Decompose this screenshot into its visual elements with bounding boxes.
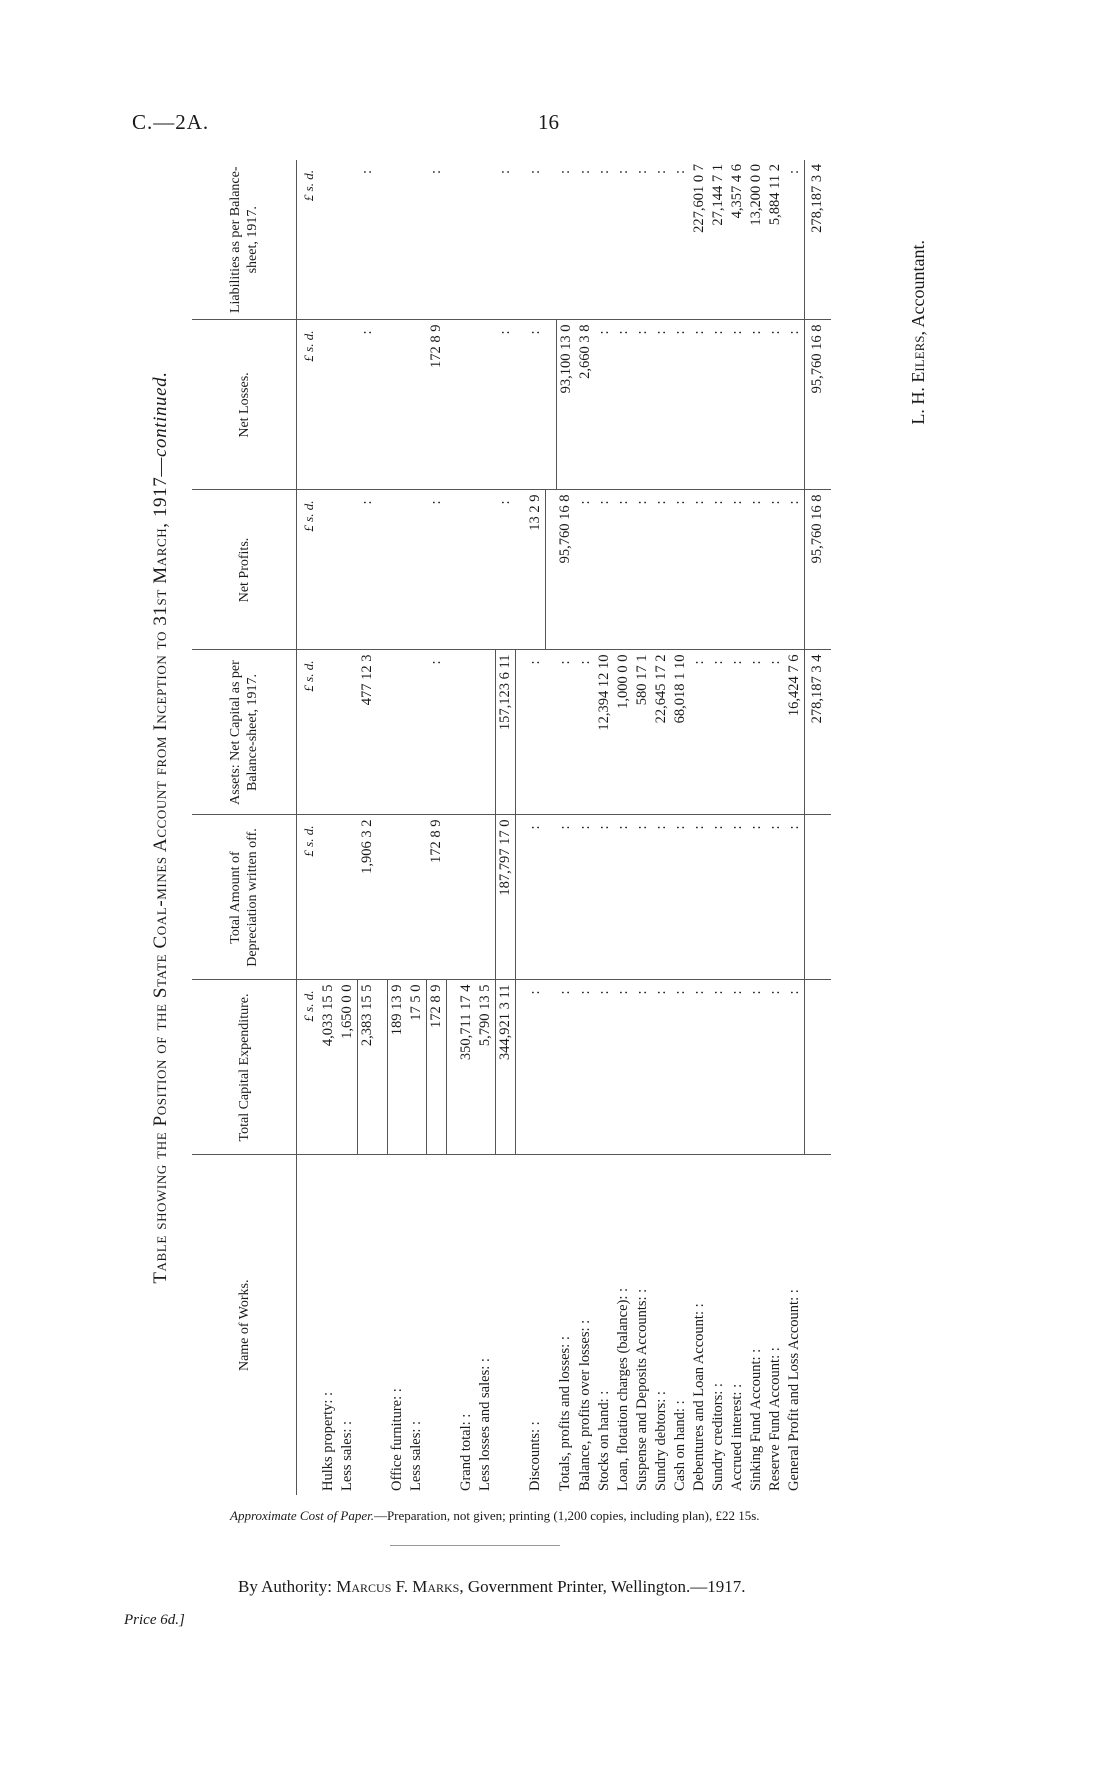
profits-cell: :: [747, 490, 766, 650]
authority-prefix: By Authority:: [238, 1577, 337, 1596]
page-number: 16: [538, 110, 559, 134]
losses-cell: :: [671, 320, 690, 490]
accountant-role: , Accountant.: [908, 240, 928, 336]
leader-dots: : :: [785, 1289, 802, 1301]
table-row: [709, 160, 728, 1495]
price-label: Price 6d.]: [124, 1612, 185, 1628]
printer-name: Marcus F. Marks: [336, 1577, 460, 1596]
empty-cell: [319, 650, 338, 815]
totals-cell: [804, 1155, 831, 1495]
authority-suffix: , Government Printer, Wellington.—1917.: [459, 1577, 746, 1596]
unit-cell: £ s. d.: [297, 160, 320, 320]
works-cell: Stocks on hand: :: [595, 1390, 612, 1491]
report-code: C.—2A.: [132, 110, 210, 134]
empty-cell: [457, 320, 476, 490]
works-cell: Debentures and Loan Account: :: [690, 1303, 707, 1491]
capital-cell: 5,790 13 5: [476, 980, 496, 1155]
empty-cell: [407, 160, 427, 320]
totals-liabilities-cell: 278,187 3 4: [804, 160, 831, 320]
empty-cell: [319, 815, 338, 980]
empty-cell: [457, 650, 476, 815]
rotated-table-region: [150, 160, 960, 1495]
assets-cell: 157,123 6 11: [496, 650, 516, 815]
totals-row: [804, 160, 831, 1495]
totals-cell: [804, 980, 831, 1155]
depreciation-cell: :: [576, 815, 595, 980]
depreciation-cell: :: [526, 815, 546, 980]
table-title: [150, 160, 180, 1495]
capital-cell: 172 8 9: [427, 980, 447, 1155]
assets-cell: :: [427, 650, 447, 815]
leader-dots: : :: [614, 1287, 631, 1300]
assets-cell: 16,424 7 6: [785, 650, 805, 815]
table-row: [319, 160, 338, 1495]
depreciation-cell: :: [747, 815, 766, 980]
empty-cell: [338, 160, 358, 320]
depreciation-cell: :: [556, 815, 576, 980]
depreciation-cell: :: [595, 815, 614, 980]
spacer-row: [516, 160, 527, 1495]
losses-cell: :: [358, 320, 378, 490]
liabilities-cell: 227,601 0 7: [690, 160, 709, 320]
col-header-net-losses: Net Losses.: [192, 320, 297, 490]
empty-cell: [476, 160, 496, 320]
capital-cell: 1,650 0 0: [338, 980, 358, 1155]
empty-cell: [319, 490, 338, 650]
losses-cell: :: [496, 320, 516, 490]
cost-of-paper-note: [230, 1508, 760, 1524]
liabilities-cell: 4,357 4 6: [728, 160, 747, 320]
profits-cell: :: [785, 490, 805, 650]
leader-dots: : :: [671, 1400, 688, 1413]
assets-cell: :: [728, 650, 747, 815]
profits-cell: :: [766, 490, 785, 650]
capital-cell: :: [785, 980, 805, 1155]
empty-cell: [407, 490, 427, 650]
table-row: [728, 160, 747, 1495]
profits-cell: :: [358, 490, 378, 650]
table-row: [614, 160, 633, 1495]
leader-dots: : :: [595, 1390, 612, 1403]
leader-dots: : :: [557, 1336, 574, 1348]
unit-cell: £ s. d.: [297, 490, 320, 650]
works-cell: Totals, profits and losses: :: [557, 1336, 574, 1491]
works-cell: General Profit and Loss Account: :: [785, 1289, 802, 1491]
works-cell: Balance, profits over losses: :: [576, 1319, 593, 1491]
leader-dots: : :: [408, 1420, 425, 1433]
leader-dots: : :: [652, 1391, 669, 1403]
depreciation-cell: :: [766, 815, 785, 980]
liabilities-cell: :: [652, 160, 671, 320]
profits-cell: :: [728, 490, 747, 650]
empty-cell: [407, 320, 427, 490]
liabilities-cell: :: [358, 160, 378, 320]
empty-cell: [338, 320, 358, 490]
totals-profits-cell: 95,760 16 8: [804, 490, 831, 650]
assets-cell: 1,000 0 0: [614, 650, 633, 815]
col-header-capital-expenditure: Total Capital Expenditure.: [192, 980, 297, 1155]
losses-cell: :: [747, 320, 766, 490]
capital-cell: :: [556, 980, 576, 1155]
leader-dots: : :: [690, 1303, 707, 1316]
profits-cell: :: [709, 490, 728, 650]
liabilities-cell: :: [633, 160, 652, 320]
empty-cell: [338, 490, 358, 650]
table-row: [690, 160, 709, 1495]
spacer-row: [377, 160, 388, 1495]
losses-cell: :: [633, 320, 652, 490]
unit-cell: [297, 1155, 320, 1495]
liabilities-cell: :: [496, 160, 516, 320]
assets-cell: :: [747, 650, 766, 815]
assets-cell: 580 17 1: [633, 650, 652, 815]
profits-cell: :: [690, 490, 709, 650]
profits-cell: :: [614, 490, 633, 650]
depreciation-cell: :: [614, 815, 633, 980]
losses-cell: :: [595, 320, 614, 490]
table-row: [476, 160, 496, 1495]
leader-dots: : :: [633, 1288, 650, 1301]
cost-label: Approximate Cost of Paper.: [230, 1508, 374, 1523]
capital-cell: :: [633, 980, 652, 1155]
table-row: [427, 160, 447, 1495]
leader-dots: : :: [728, 1383, 745, 1396]
empty-cell: [407, 815, 427, 980]
table-row: [457, 160, 476, 1495]
assets-cell: :: [576, 650, 595, 815]
leader-dots: : :: [576, 1319, 593, 1332]
leader-dots: : :: [527, 1421, 544, 1433]
totals-cell: [804, 815, 831, 980]
depreciation-cell: 187,797 17 0: [496, 815, 516, 980]
assets-cell: :: [709, 650, 728, 815]
table-title-suffix: continued.: [150, 371, 171, 458]
table-row: [747, 160, 766, 1495]
empty-cell: [457, 815, 476, 980]
works-cell: Accrued interest: :: [728, 1383, 745, 1491]
profits-cell: :: [595, 490, 614, 650]
depreciation-cell: :: [671, 815, 690, 980]
works-cell: Discounts: :: [527, 1421, 544, 1491]
empty-cell: [457, 490, 476, 650]
works-cell: Sundry creditors: :: [709, 1383, 726, 1491]
profits-cell: :: [576, 490, 595, 650]
losses-cell: :: [766, 320, 785, 490]
losses-cell: :: [526, 320, 546, 490]
accountant-signature: [908, 160, 929, 1495]
unit-cell: £ s. d.: [297, 320, 320, 490]
totals-assets-cell: 278,187 3 4: [804, 650, 831, 815]
liabilities-cell: 13,200 0 0: [747, 160, 766, 320]
leader-dots: : :: [747, 1348, 764, 1361]
col-header-depreciation: Total Amount of Depreciation written off.: [192, 815, 297, 980]
unit-cell: £ s. d.: [297, 650, 320, 815]
cost-text: —Preparation, not given; printing (1,200 copies, including plan), £22 15s.: [373, 1508, 760, 1523]
losses-cell: 172 8 9: [427, 320, 447, 490]
empty-cell: [388, 490, 408, 650]
liabilities-cell: :: [427, 160, 447, 320]
empty-cell: [457, 160, 476, 320]
works-cell: [427, 1155, 447, 1495]
capital-cell: :: [709, 980, 728, 1155]
col-header-net-profits: Net Profits.: [192, 490, 297, 650]
capital-cell: :: [614, 980, 633, 1155]
losses-cell: 2,660 3 8: [576, 320, 595, 490]
liabilities-cell: 5,884 11 2: [766, 160, 785, 320]
works-cell: Less sales: :: [408, 1420, 425, 1491]
liabilities-cell: :: [576, 160, 595, 320]
works-cell: Grand total: :: [458, 1413, 474, 1491]
empty-cell: [338, 815, 358, 980]
printer-authority: [238, 1577, 745, 1597]
liabilities-cell: :: [556, 160, 576, 320]
table-row: [595, 160, 614, 1495]
profits-cell: 95,760 16 8: [556, 490, 576, 650]
assets-cell: 12,394 12 10: [595, 650, 614, 815]
totals-losses-cell: 95,760 16 8: [804, 320, 831, 490]
capital-cell: 189 13 9: [388, 980, 408, 1155]
divider-rule: [390, 1545, 560, 1546]
depreciation-cell: :: [728, 815, 747, 980]
unit-cell: £ s. d.: [297, 980, 320, 1155]
empty-cell: [388, 160, 408, 320]
table-row: [358, 160, 378, 1495]
empty-cell: [388, 815, 408, 980]
assets-cell: 477 12 3: [358, 650, 378, 815]
leader-dots: : :: [458, 1413, 474, 1426]
capital-cell: 344,921 3 11: [496, 980, 516, 1155]
coal-mines-account-table: [192, 160, 831, 1495]
profits-cell: :: [427, 490, 447, 650]
capital-cell: 350,711 17 4: [457, 980, 476, 1155]
empty-cell: [319, 320, 338, 490]
liabilities-cell: :: [614, 160, 633, 320]
empty-cell: [476, 320, 496, 490]
losses-cell: :: [709, 320, 728, 490]
profits-cell: :: [496, 490, 516, 650]
empty-cell: [476, 490, 496, 650]
column-header-row: [192, 160, 297, 1495]
leader-dots: : :: [709, 1383, 726, 1395]
leader-dots: : :: [388, 1388, 405, 1400]
capital-cell: :: [728, 980, 747, 1155]
assets-cell: :: [766, 650, 785, 815]
col-header-assets: Assets: Net Capital as per Balance-sheet, 1917.: [192, 650, 297, 815]
capital-cell: :: [671, 980, 690, 1155]
spacer-row: [546, 160, 557, 1495]
losses-cell: :: [728, 320, 747, 490]
table-row: [496, 160, 516, 1495]
losses-cell: :: [785, 320, 805, 490]
capital-cell: :: [766, 980, 785, 1155]
unit-cell: £ s. d.: [297, 815, 320, 980]
works-cell: Sinking Fund Account: :: [747, 1348, 764, 1491]
assets-cell: :: [556, 650, 576, 815]
losses-cell: :: [652, 320, 671, 490]
capital-cell: :: [690, 980, 709, 1155]
depreciation-cell: :: [652, 815, 671, 980]
works-cell: Sundry debtors: :: [652, 1391, 669, 1491]
empty-cell: [338, 650, 358, 815]
works-cell: [358, 1155, 378, 1495]
table-row: [785, 160, 805, 1495]
works-cell: Less sales: :: [339, 1420, 356, 1491]
leader-dots: : :: [477, 1358, 494, 1370]
col-header-name-of-works: Name of Works.: [192, 1155, 297, 1495]
table-row: [526, 160, 546, 1495]
depreciation-cell: :: [709, 815, 728, 980]
table-row: [652, 160, 671, 1495]
profits-cell: :: [671, 490, 690, 650]
table-row: [556, 160, 576, 1495]
empty-cell: [319, 160, 338, 320]
empty-cell: [476, 815, 496, 980]
works-cell: [496, 1155, 516, 1495]
depreciation-cell: :: [690, 815, 709, 980]
capital-cell: :: [747, 980, 766, 1155]
works-cell: Cash on hand: :: [671, 1400, 688, 1491]
works-cell: Office furniture: :: [388, 1388, 405, 1491]
losses-cell: :: [690, 320, 709, 490]
liabilities-cell: :: [671, 160, 690, 320]
empty-cell: [388, 320, 408, 490]
depreciation-cell: 1,906 3 2: [358, 815, 378, 980]
leader-dots: : :: [320, 1391, 336, 1404]
empty-cell: [476, 650, 496, 815]
capital-cell: :: [595, 980, 614, 1155]
works-cell: Less losses and sales: :: [477, 1358, 494, 1491]
empty-cell: [407, 650, 427, 815]
units-row: [297, 160, 320, 1495]
works-cell: Reserve Fund Account: :: [766, 1347, 783, 1491]
liabilities-cell: :: [785, 160, 805, 320]
profits-cell: :: [633, 490, 652, 650]
works-cell: Hulks property: :: [320, 1391, 336, 1491]
table-row: [576, 160, 595, 1495]
works-cell: Suspense and Deposits Accounts: :: [633, 1288, 650, 1491]
col-header-liabilities: Liabilities as per Balance-sheet, 1917.: [192, 160, 297, 320]
liabilities-cell: 27,144 7 1: [709, 160, 728, 320]
capital-cell: :: [652, 980, 671, 1155]
leader-dots: : :: [766, 1347, 783, 1359]
capital-cell: 17 5 0: [407, 980, 427, 1155]
losses-cell: 93,100 13 0: [556, 320, 576, 490]
depreciation-cell: :: [633, 815, 652, 980]
leader-dots: : :: [339, 1420, 356, 1433]
table-row: [338, 160, 358, 1495]
assets-cell: 68,018 1 10: [671, 650, 690, 815]
liabilities-cell: :: [595, 160, 614, 320]
works-cell: Loan, flotation charges (balance): :: [614, 1287, 631, 1491]
capital-cell: 4,033 15 5: [319, 980, 338, 1155]
spacer-row: [447, 160, 458, 1495]
profits-cell: 13 2 9: [526, 490, 546, 650]
assets-cell: :: [526, 650, 546, 815]
depreciation-cell: :: [785, 815, 805, 980]
profits-cell: :: [652, 490, 671, 650]
losses-cell: :: [614, 320, 633, 490]
table-row: [407, 160, 427, 1495]
assets-cell: :: [690, 650, 709, 815]
table-row: [766, 160, 785, 1495]
table-title-main: Table showing the Position of the State Coal-mines Account from Inception to 31st March, 1917—: [150, 457, 171, 1284]
accountant-name: L. H. Eilers: [908, 335, 928, 425]
assets-cell: 22,645 17 2: [652, 650, 671, 815]
table-row: [388, 160, 408, 1495]
table-row: [671, 160, 690, 1495]
table-row: [633, 160, 652, 1495]
empty-cell: [388, 650, 408, 815]
liabilities-cell: :: [526, 160, 546, 320]
capital-cell: 2,383 15 5: [358, 980, 378, 1155]
capital-cell: :: [526, 980, 546, 1155]
depreciation-cell: 172 8 9: [427, 815, 447, 980]
capital-cell: :: [576, 980, 595, 1155]
